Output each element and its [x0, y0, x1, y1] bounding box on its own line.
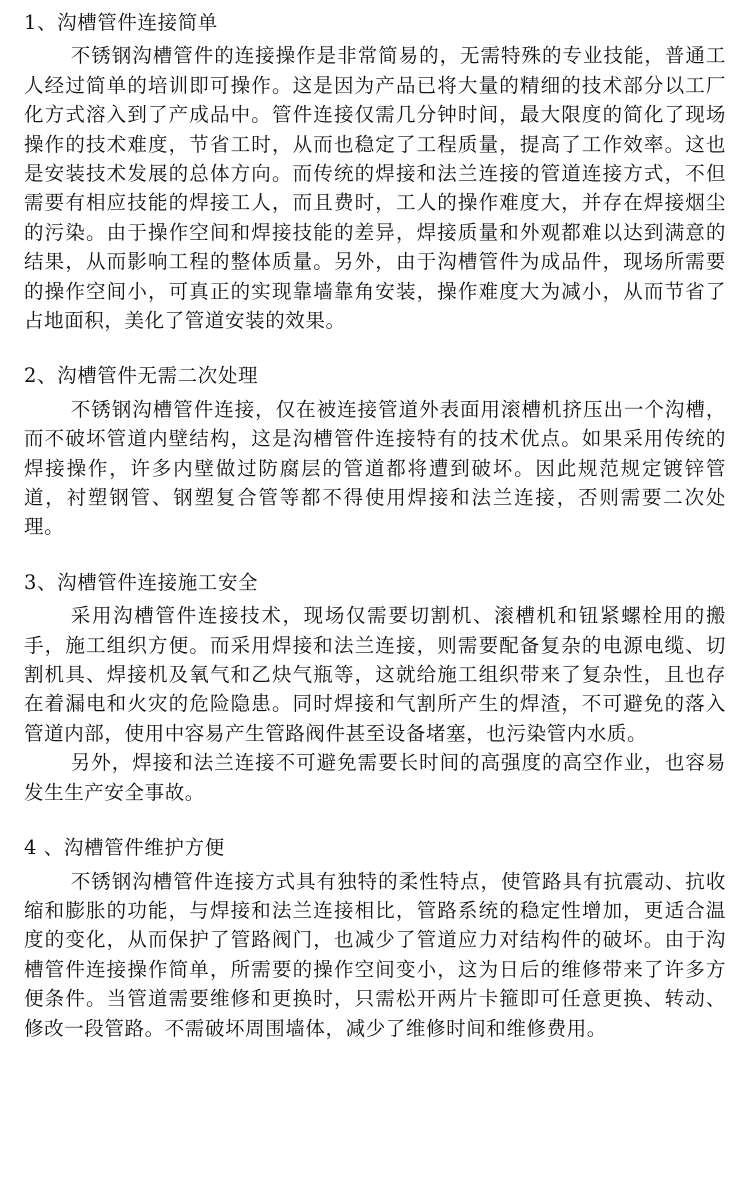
section-paragraph: 采用沟槽管件连接技术，现场仅需要切割机、滚槽机和钮紧螺栓用的搬手，施工组织方便。而采用焊接和法兰连接，则需要配备复杂的电源电缆、切割机具、焊接机及氧气和乙炔气瓶等，这就给施工组织带来了复杂性，且也存在着漏电和火灾的危险隐患。同时焊接和气割所产生的焊渣，不可避免的落入管道内部，使用中容易产生管路阀件甚至设备堵塞，也污染管内水质。 [24, 604, 726, 745]
section-no-secondary-treatment [24, 361, 726, 541]
section-construction-safety [24, 568, 726, 807]
section-paragraph: 不锈钢沟槽管件的连接操作是非常简易的，无需特殊的专业技能，普通工人经过简单的培训即可操作。这是因为产品已将大量的精细的技术部分以工厂化方式溶入到了产成品中。管件连接仅需几分钟时间，最大限度的简化了现场操作的技术难度，节省工时，从而也稳定了工程质量，提高了工作效率。这也是安装技术发展的总体方向。而传统的焊接和法兰连接的管道连接方式，不但需要有相应技能的焊接工人，而且费时，工人的操作难度大，并存在焊接烟尘的污染。由于操作空间和焊接技能的差异，焊接质量和外观都难以达到满意的结果，从而影响工程的整体质量。另外，由于沟槽管件为成品件，现场所需要的操作空间小，可真正的实现靠墙靠角安装，操作难度大为减小，从而节省了占地面积，美化了管道安装的效果。 [24, 44, 726, 333]
section-simple-connection [24, 8, 726, 335]
section-heading: 4 、沟槽管件维护方便 [24, 836, 225, 860]
section-heading: 2、沟槽管件无需二次处理 [24, 364, 259, 388]
section-heading: 1、沟槽管件连接简单 [24, 11, 218, 34]
section-paragraph: 不锈钢沟槽管件连接方式具有独特的柔性特点，使管路具有抗震动、抗收缩和膨胀的功能，与焊接和法兰连接相比，管路系统的稳定性增加，更适合温度的变化，从而保护了管路阀门，也减少了管道应力对结构件的破坏。由于沟槽管件连接操作简单，所需要的操作空间变小，这为日后的维修带来了许多方便条件。当管道需要维修和更换时，只需松开两片卡箍即可任意更换、转动、修改一段管路。不需破坏周围墙体，减少了维修时间和维修费用。 [24, 869, 726, 1040]
section-easy-maintenance [24, 833, 726, 1043]
section-paragraph: 不锈钢沟槽管件连接，仅在被连接管道外表面用滚槽机挤压出一个沟槽，而不破坏管道内壁结构，这是沟槽管件连接特有的技术优点。如果采用传统的焊接操作，许多内壁做过防腐层的管道都将遭到破坏。因此规范规定镀锌管道，衬塑钢管、钢塑复合管等都不得使用焊接和法兰连接，否则需要二次处理。 [24, 397, 726, 539]
section-paragraph: 另外，焊接和法兰连接不可避免需要长时间的高强度的高空作业，也容易发生生产安全事故。 [24, 751, 726, 804]
section-heading: 3、沟槽管件连接施工安全 [24, 570, 259, 594]
